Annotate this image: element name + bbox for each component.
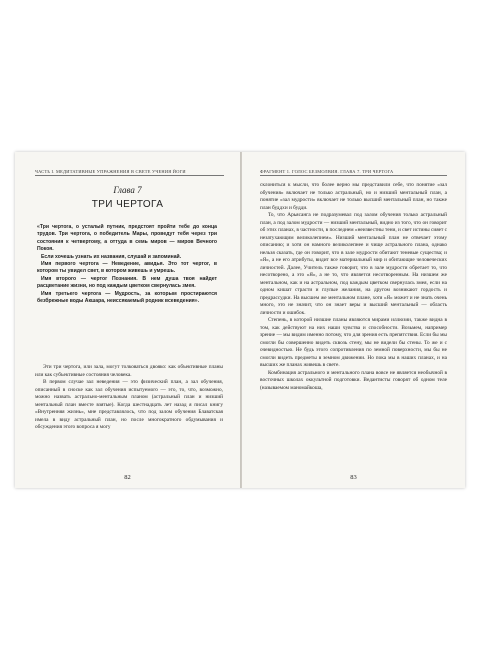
page-number-right: 83 [350, 474, 357, 481]
epigraph-paragraph: Если хочешь узнать их названия, слушай и запоминай. [41, 253, 182, 260]
epigraph-paragraph: «Три чертога, о усталый путник, предстоят пройти тебе до конца трудов. Три чертога, о победитель Мары, проведут тебя через три состояния к четвертому, а оттуда в семь миров — миров Вечного Покоя. [37, 224, 217, 253]
chapter-title: ТРИ ЧЕРТОГА [91, 199, 164, 210]
header-rule-left [35, 175, 224, 176]
body-paragraph: Эти три чертога, или зала, могут толковаться двояко: как объективные планы или как субъективные состояния человека. [35, 364, 223, 378]
right-page [242, 152, 465, 488]
running-head-right: ФРАГМЕНТ 1. ГОЛОС БЕЗМОЛВИЯ. ГЛАВА 7. ТРИ ЧЕРТОГА [260, 169, 394, 174]
body-paragraph: Степень, в которой низшие планы являются мирами иллюзии, также видна в том, как действуют на них наши чувства и способности. Возьмем, например зрение — мы видим именно потому, что для зрения есть препятствия. Если бы мы смогли бы совершенно видеть сквозь стену, мы не видели бы стены. То же и с очевидностью. Не будь этого сопротивления по земной поверхности, мы бы не смогли видеть предметы в земном движении. Но пока мы в наших планах, и на высших же планах живешь в свете. [260, 317, 447, 368]
epigraph-paragraph: Имя второго — чертог Познания. В нем душа твоя найдет расцветание жизни, но под каждым цветком свернулась змея. [37, 275, 217, 290]
book-spread [15, 152, 465, 488]
page-number-left: 82 [124, 474, 131, 481]
body-paragraph: То, что Арьясанга не подразумевал под залом обучения только астральный план, а под залом мудрости — низший ментальный, видно из того, что он говорит об этих планах, в частности, в последнем «неизвестны тени, и свет истины сияет с незатухающим великолепием». Низший ментальный план не отвечает этому описанию; и хотя он намного великолепнее и чище астрального плана, однако нельзя сказать, где он говорит, что в зале мудрости обитают теневые существа; и «Я», а не его атрибуты, видит все материальный мир и обитающие человеческих личностей. Далее, Учитель также говорит, что в зале мудрости обретает то, что несотворено, а это «Я», а не то, что является несотворенным. На низшем же ментальном, как и на астральном, под каждым цветком свернулась змея, если на одном кишат страсти и глупые желания, на другом возникают гордость и предрассудки. На высшем же ментальном плане, хотя «Я» может и не знать очень много, это не значит, что он знает веры и высший ментальный — область личности и ошибок. [260, 212, 447, 316]
running-head-left: ЧАСТЬ I. МЕДИТАТИВНЫЕ УПРАЖНЕНИЯ В СВЕТЕ УЧЕНИЯ ЙОГИ [35, 169, 186, 174]
body-text-left [35, 364, 223, 432]
header-rule-right [260, 175, 447, 176]
body-paragraph: Комбинация астрального и ментального плана вовсе не является необычной в восточных школах оккультной подготовки. Ведантисты говорят об одном теле (называемом маномайкоша, [260, 369, 447, 391]
body-paragraph: склониться к мысли, что более верно мы представили себе, что понятие «зал обучения» включает не только астральный, но и низший ментальный план, а понятие «зал мудрости» включает не только высший ментальный план, но также план буддхи и будди. [260, 182, 447, 211]
epigraph-paragraph: Имя первого чертога — Неведение, авидья. Это тот чертог, в котором ты увидел свет, в котором живешь и умрешь. [37, 261, 217, 275]
body-paragraph: В первом случае зал неведения — это физический план, а зал обучения, описанный в сноске как зал обучения испытуемого — это, то, что, возможно, можно назвать астрально-ментальным планом (астральный план и низший ментальный план вместе взятые). Когда шестнадцать лет назад я писал книгу «Внутренняя жизнь», мне представлялось, что под залом обучения Блаватская имела в виду астральный план, но после многократного обдумывания и обсуждения этого вопроса я могу [35, 379, 223, 430]
body-text-right [260, 182, 447, 392]
left-page [15, 152, 240, 488]
epigraph-paragraph: Имя третьего чертога — Мудрость, за которым простираются безбрежные воды Акшара, неиссякаемый родник всеведения». [37, 290, 217, 305]
epigraph-quote [37, 224, 217, 305]
chapter-number: Глава 7 [113, 185, 142, 195]
